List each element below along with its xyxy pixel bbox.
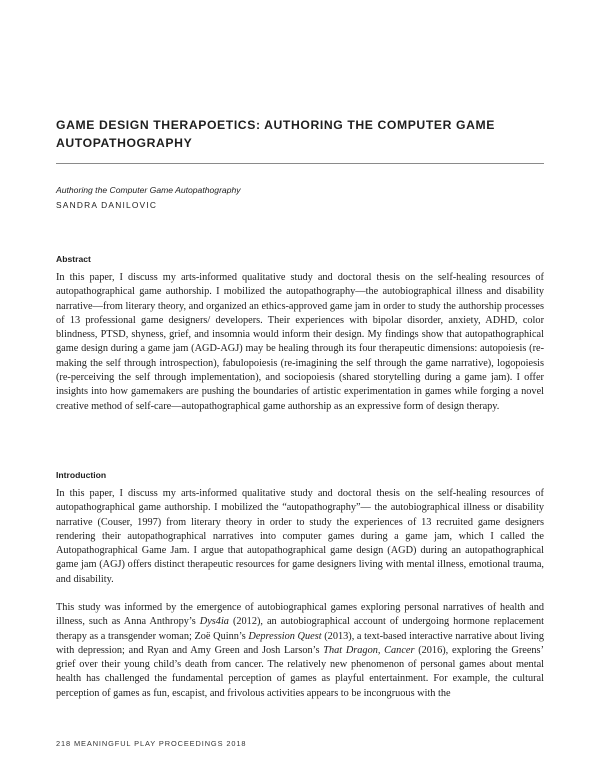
abstract-heading: Abstract <box>56 254 91 264</box>
author-name: SANDRA DANILOVIC <box>56 200 158 210</box>
game-title-dys4ia: Dys4ia <box>199 616 229 628</box>
paragraph-text: (2012), an autobiographical account of undergoing hormone replacement therapy as a transgender woman; Zoë Quinn’s <box>56 616 544 642</box>
paragraph-text: (2013), a text-based interactive narrative about living with depression; and Ryan and Amy Green and Josh Larson’s <box>56 630 544 656</box>
introduction-paragraph-1: In this paper, I discuss my arts-informed qualitative study and doctoral thesis on the self-healing resources of autopathographical game authorship. I mobilized the “autopathography”— the autobiographical illness or disability narrative (Couser, 1997) from literary theory in order to study the experiences of 13 recruited game designers rendering their autopathographical narratives into computer games during a game jam, which I called the Autopathographical Game Jam. I argue that autopathographical game design (AGD) during an autopathographical game jam (AGJ) offers distinct therapeutic resources for game designers living with mental illness, emotional trauma, and disability. <box>56 488 544 585</box>
game-title-that-dragon-cancer: That Dragon, Cancer <box>323 644 415 656</box>
game-title-depression-quest: Depression Quest <box>248 630 322 642</box>
introduction-heading: Introduction <box>56 470 107 480</box>
paper-title: GAME DESIGN THERAPOETICS: AUTHORING THE COMPUTER GAME AUTOPATHOGRAPHY <box>56 118 495 150</box>
paper-subtitle: Authoring the Computer Game Autopathography <box>56 185 241 195</box>
introduction-paragraph-2 <box>56 601 544 701</box>
paragraph-text: (2016), exploring the Greens’ grief over their young child’s death from cancer. The relatively new phenomenon of personal games about mental health has challenged the fundamental perception of games as playful entertainment. For example, the cultural perception of games as fun, escapist, and frivolous activities appears to be incongruous with the <box>56 644 544 699</box>
title-divider <box>56 163 544 164</box>
paragraph-text: This study was informed by the emergence of autobiographical games exploring personal narratives of health and illness, such as Anna Anthropy’s <box>56 602 544 628</box>
page-footer: 218 MEANINGFUL PLAY PROCEEDINGS 2018 <box>56 739 247 748</box>
abstract-paragraph: In this paper, I discuss my arts-informed qualitative study and doctoral thesis on the self-healing resources of autopathographical game authorship. I mobilized the autopathography—the autobiographical illness and disability narrative—from literary theory, and organized an ethics-approved game jam in order to study the authorship processes of 13 professional game designers/ developers. Their experiences with bipolar disorder, anxiety, ADHD, color blindness, PTSD, shyness, grief, and insomnia would inform their design. My findings show that autopathographical game design during a game jam (AGD-AGJ) may be healing through its four therapeutic dimensions: autopoiesis (re-making the self through introspection), fabulopoiesis (re-imagining the self through the game narrative), logopoiesis (re-perceiving the self through implementation), and sociopoiesis (shared storytelling during a game jam). I offer insights into how gamemakers are pushing the boundaries of artistic experimentation in games while forging a novel creative method of self-care—autopathographical game authorship as an expressive form of design therapy. <box>56 272 544 412</box>
